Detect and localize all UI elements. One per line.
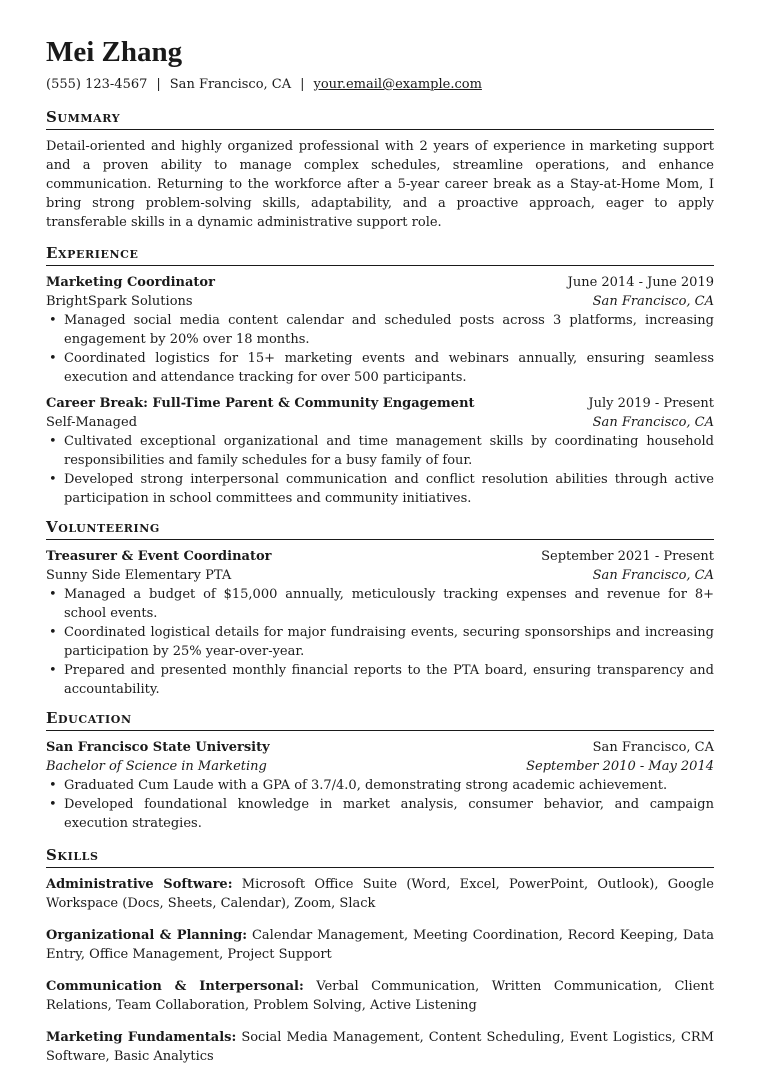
section-title-volunteering: Volunteering: [46, 517, 714, 540]
job-location: San Francisco, CA: [592, 415, 714, 430]
education-entry: [46, 738, 714, 833]
company-name: Self-Managed: [46, 415, 138, 430]
experience-entry: [46, 394, 714, 508]
skill-text: Microsoft Office Suite (Word, Excel, PowerPoint, Outlook), Google Workspace (Docs, Sheets, Calendar), Zoom, Slack: [46, 877, 715, 911]
bullet-item: • Managed social media content calendar and scheduled posts across 3 platforms, increasing engagement by 20% over 18 months.: [46, 311, 714, 349]
bullet-item: • Coordinated logistics for 15+ marketing events and webinars annually, ensuring seamless execution and attendance tracking for over 500 participants.: [46, 349, 714, 387]
section-title-summary: Summary: [46, 107, 714, 130]
section-title-experience: Experience: [46, 243, 714, 266]
school-name: San Francisco State University: [46, 740, 270, 755]
skill-text: Social Media Management, Content Scheduling, Event Logistics, CRM Software, Basic Analytics: [46, 1030, 714, 1064]
contact-line: [46, 76, 714, 94]
volunteer-location: San Francisco, CA: [592, 568, 714, 583]
bullet-item: • Graduated Cum Laude with a GPA of 3.7/4.0, demonstrating strong academic achievement.: [46, 776, 714, 795]
bullet-item: • Prepared and presented monthly financial reports to the PTA board, ensuring transparency and accountability.: [46, 661, 714, 699]
school-location: San Francisco, CA: [592, 740, 714, 755]
section-title-skills: Skills: [46, 845, 714, 868]
skill-line: [46, 926, 714, 964]
bullet-list: [46, 432, 714, 508]
skill-label: Communication & Interpersonal:: [46, 979, 304, 994]
skill-line: [46, 1028, 714, 1066]
volunteer-org: Sunny Side Elementary PTA: [46, 568, 232, 583]
skill-text: Calendar Management, Meeting Coordination, Record Keeping, Data Entry, Office Management, Project Support: [46, 928, 715, 962]
location-text: San Francisco, CA: [169, 77, 292, 92]
experience-entry: [46, 273, 714, 387]
summary-text: Detail-oriented and highly organized professional with 2 years of experience in marketing support and a proven ability to manage complex schedules, streamline operations, and enhance communication. Returning to the workforce after a 5-year career break as a Stay-at-Home Mom, I bring strong problem-solving skills, adaptability, and a proactive approach, eager to apply transferable skills in a dynamic administrative support role.: [46, 139, 714, 230]
skill-label: Organizational & Planning:: [46, 928, 248, 943]
skills-section: [46, 845, 714, 1066]
skill-label: Marketing Fundamentals:: [46, 1030, 237, 1045]
job-title: Marketing Coordinator: [46, 275, 215, 290]
volunteering-entry: [46, 547, 714, 699]
job-title: Career Break: Full-Time Parent & Community Engagement: [46, 396, 475, 411]
candidate-name: Mei Zhang: [46, 36, 183, 68]
section-title-education: Education: [46, 708, 714, 731]
education-section: [46, 708, 714, 833]
degree-name: Bachelor of Science in Marketing: [46, 759, 267, 774]
email-link[interactable]: your.email@example.com: [313, 77, 482, 92]
company-name: BrightSpark Solutions: [46, 294, 193, 309]
phone-number: (555) 123-4567: [46, 77, 148, 92]
bullet-item: • Managed a budget of $15,000 annually, meticulously tracking expenses and revenue for 8+ school events.: [46, 585, 714, 623]
entry-subheader-row: [46, 413, 714, 432]
bullet-item: • Developed strong interpersonal communication and conflict resolution abilities through active participation in school committees and community initiatives.: [46, 470, 714, 508]
bullet-item: • Coordinated logistical details for major fundraising events, securing sponsorships and increasing participation by 25% year-over-year.: [46, 623, 714, 661]
skill-line: [46, 875, 714, 913]
volunteer-role: Treasurer & Event Coordinator: [46, 549, 272, 564]
entry-header-row: [46, 394, 714, 413]
resume-header: [46, 34, 714, 94]
bullet-list: [46, 585, 714, 699]
entry-header-row: [46, 738, 714, 757]
job-location: San Francisco, CA: [592, 294, 714, 309]
volunteering-section: [46, 517, 714, 699]
entry-header-row: [46, 273, 714, 292]
bullet-list: [46, 776, 714, 833]
volunteer-dates: September 2021 - Present: [541, 549, 714, 564]
skill-text: Verbal Communication, Written Communication, Client Relations, Team Collaboration, Problem Solving, Active Listening: [46, 979, 714, 1013]
bullet-item: • Cultivated exceptional organizational and time management skills by coordinating household responsibilities and family schedules for a busy family of four.: [46, 432, 714, 470]
summary-section: [46, 107, 714, 232]
skill-label: Administrative Software:: [46, 877, 233, 892]
education-dates: September 2010 - May 2014: [526, 759, 714, 774]
bullet-item: • Developed foundational knowledge in market analysis, consumer behavior, and campaign execution strategies.: [46, 795, 714, 833]
contact-separator: |: [156, 77, 161, 92]
entry-subheader-row: [46, 757, 714, 776]
entry-subheader-row: [46, 292, 714, 311]
contact-separator: |: [300, 77, 305, 92]
experience-section: [46, 243, 714, 508]
bullet-list: [46, 311, 714, 387]
job-dates: July 2019 - Present: [588, 396, 714, 411]
entry-subheader-row: [46, 566, 714, 585]
entry-header-row: [46, 547, 714, 566]
job-dates: June 2014 - June 2019: [567, 275, 714, 290]
skill-line: [46, 977, 714, 1015]
